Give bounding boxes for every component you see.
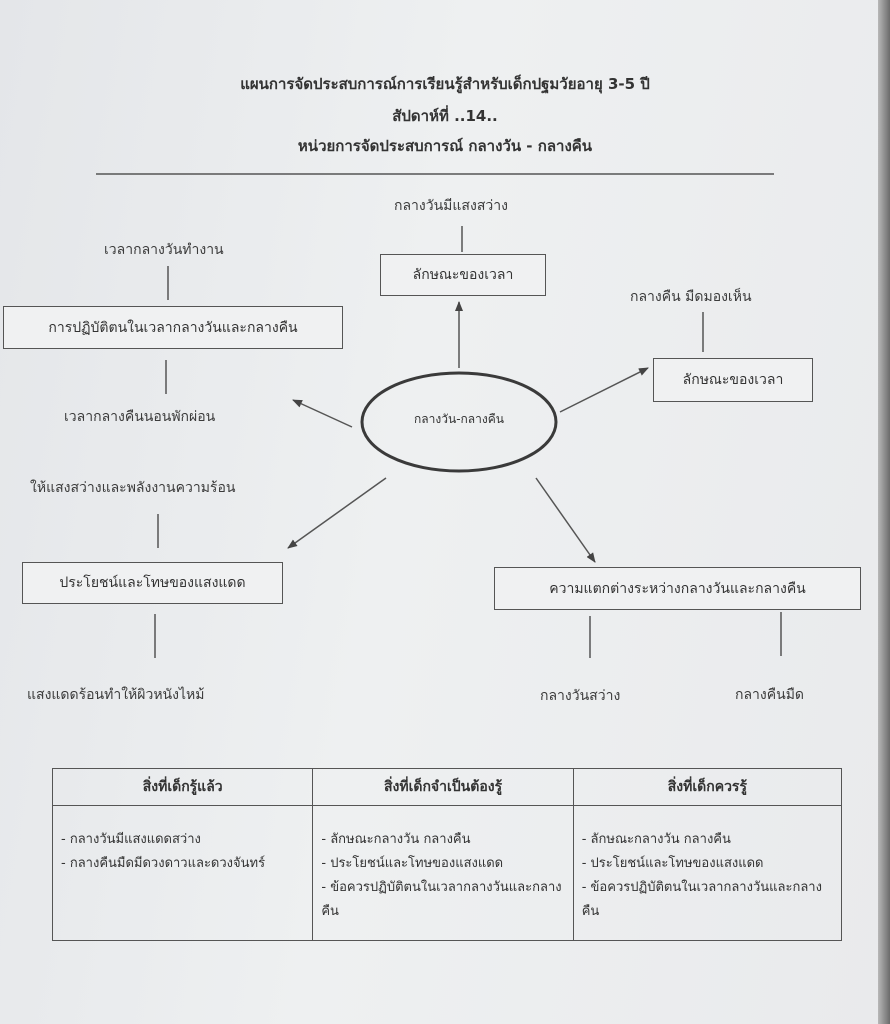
note-night-dark: กลางคืน มืดมองเห็น xyxy=(630,289,752,305)
arrow-left xyxy=(293,400,352,427)
box-sunlight-pros-cons: ประโยชน์และโทษของแสงแดด xyxy=(22,562,283,604)
list-item: - ประโยชน์และโทษของแสงแดด xyxy=(321,852,566,876)
center-topic: กลางวัน-กลางคืน xyxy=(414,412,504,426)
note-day-light: กลางวันมีแสงสว่าง xyxy=(394,198,508,214)
table-header-row xyxy=(53,769,842,806)
list-item: - ลักษณะกลางวัน กลางคืน xyxy=(582,828,835,852)
list-item: - ประโยชน์และโทษของแสงแดด xyxy=(582,852,835,876)
box-time-characteristics-top: ลักษณะของเวลา xyxy=(380,254,546,296)
unit-title: หน่วยการจัดประสบการณ์ กลางวัน - กลางคืน xyxy=(297,137,593,155)
note-sunburn: แสงแดดร้อนทำให้ผิวหนังไหม้ xyxy=(27,687,205,703)
arrow-right xyxy=(560,368,648,412)
cell-need-to-know xyxy=(313,806,573,941)
header-known: สิ่งที่เด็กรู้แล้ว xyxy=(53,769,313,806)
box-time-characteristics-right: ลักษณะของเวลา xyxy=(653,358,813,402)
box-day-night-difference: ความแตกต่างระหว่างกลางวันและกลางคืน xyxy=(494,567,861,610)
plan-title: แผนการจัดประสบการณ์การเรียนรู้สำหรับเด็กปฐมวัยอายุ 3-5 ปี xyxy=(240,75,650,93)
learning-content-table xyxy=(52,768,842,941)
arrow-lower-right xyxy=(536,478,595,562)
note-day-work: เวลากลางวันทำงาน xyxy=(104,242,224,258)
list-item: - กลางวันมีแสงแดดสว่าง xyxy=(61,828,306,852)
box-day-night-conduct: การปฏิบัติตนในเวลากลางวันและกลางคืน xyxy=(3,306,343,349)
list-item: - กลางคืนมืดมีดวงดาวและดวงจันทร์ xyxy=(61,852,306,876)
note-day-bright: กลางวันสว่าง xyxy=(540,688,621,704)
header-need-to-know: สิ่งที่เด็กจำเป็นต้องรู้ xyxy=(313,769,573,806)
table-row xyxy=(53,806,842,941)
list-item: - ข้อควรปฏิบัติตนในเวลากลางวันและกลางคืน xyxy=(582,876,835,924)
note-light-heat: ให้แสงสว่างและพลังงานความร้อน xyxy=(30,480,236,496)
list-item: - ลักษณะกลางวัน กลางคืน xyxy=(321,828,566,852)
cell-should-know xyxy=(573,806,841,941)
arrow-lower-left xyxy=(288,478,386,548)
note-night-rest: เวลากลางคืนนอนพักผ่อน xyxy=(64,409,216,425)
note-night-dark-2: กลางคืนมืด xyxy=(735,687,805,703)
header-should-know: สิ่งที่เด็กควรรู้ xyxy=(573,769,841,806)
cell-known xyxy=(53,806,313,941)
week-number: สัปดาห์ที่ ..14.. xyxy=(392,107,498,125)
list-item: - ข้อควรปฏิบัติตนในเวลากลางวันและกลางคืน xyxy=(321,876,566,924)
